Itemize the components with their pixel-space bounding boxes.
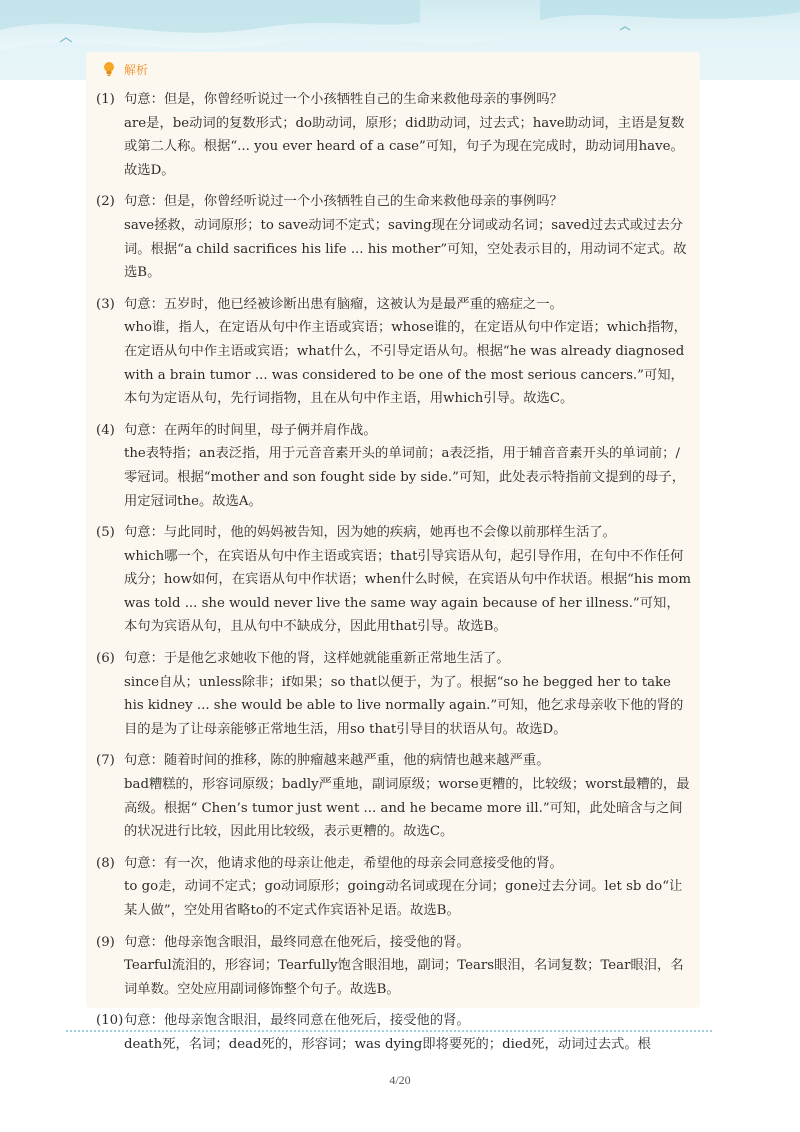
- analysis-list: [96, 88, 692, 1065]
- item-explanation: to go走，动词不定式；go动词原形；going动名词或现在分词；gone过去分词。let sb do“让某人做”，空处用省略to的不定式作宾语补足语。故选B。: [124, 879, 683, 918]
- item-question: 句意：但是，你曾经听说过一个小孩牺牲自己的生命来救他母亲的事例吗？: [124, 92, 563, 107]
- item-question: 句意：有一次，他请求他的母亲让他走，希望他的母亲会同意接受他的肾。: [124, 855, 563, 871]
- list-item: [96, 647, 692, 741]
- list-item: [96, 88, 692, 182]
- footer-divider: [66, 1030, 712, 1032]
- item-question: 句意：但是，你曾经听说过一个小孩牺牲自己的生命来救他母亲的事例吗？: [124, 194, 563, 210]
- list-item: [96, 521, 692, 639]
- list-item: [96, 1009, 692, 1056]
- item-explanation: Tearful流泪的，形容词；Tearfully饱含眼泪地，副词；Tears眼泪，名词复数；Tear眼泪，名词单数。空处应用副词修饰整个句子。故选B。: [124, 958, 684, 997]
- item-explanation: bad糟糕的，形容词原级；badly严重地，副词原级；worse更糟的，比较级；worst最糟的，最高级。根据“ Chen’s tumor just went ... and he became more ill.”可知，此处暗含与之间的状况进行比较，因此用比较级，表示更糟的。故选C。: [124, 777, 690, 840]
- list-item: [96, 293, 692, 411]
- list-item: [96, 852, 692, 923]
- item-number: (2): [96, 194, 115, 210]
- item-number: (9): [96, 934, 115, 950]
- item-question: 句意：他母亲饱含眼泪，最终同意在他死后，接受他的肾。: [124, 1013, 470, 1029]
- list-item: [96, 419, 692, 513]
- item-number: (7): [96, 753, 115, 769]
- analysis-label: 解析: [124, 62, 149, 77]
- item-explanation: save拯救，动词原形；to save动词不定式；saving现在分词或动名词；saved过去式或过去分词。根据“a child sacrifices his life ... his mother”可知，空处表示目的，用动词不定式。故选B。: [124, 217, 687, 281]
- item-number: (10): [96, 1013, 124, 1029]
- item-question: 句意：于是他乞求她收下他的肾，这样她就能重新正常地生活了。: [124, 651, 510, 667]
- item-number: (1): [96, 92, 115, 107]
- list-item: [96, 190, 692, 284]
- analysis-header: [100, 60, 148, 78]
- item-number: (6): [96, 651, 115, 667]
- list-item: [96, 749, 692, 843]
- item-number: (8): [96, 855, 115, 871]
- item-question: 句意：在两年的时间里，母子俩并肩作战。: [124, 422, 377, 438]
- lightbulb-icon: [100, 60, 118, 78]
- item-explanation: since自从；unless除非；if如果；so that以便于，为了。根据“so he begged her to take his kidney ... she would be able to live normally again.”可知，他乞求母亲收下他的肾的目的是为了让母亲能够正常地生活，用so that引导目的状语从句。故选D。: [124, 674, 684, 737]
- item-explanation: which哪一个，在宾语从句中作主语或宾语；that引导宾语从句，起引导作用，在句中不作任何成分；how如何，在宾语从句中作状语；when什么时候，在宾语从句中作状语。根据“his mom was told ... she would never live the same way again because of her illness.”可知，本句为宾语从句，且从句中不缺成分，因此用that引导。故选B。: [124, 548, 692, 635]
- item-explanation: are是，be动词的复数形式；do助动词，原形；did助动词，过去式；have助动词，主语是复数或第二人称。根据“... you ever heard of a case”可知，句子为现在完成时，助动词用have。故选D。: [124, 115, 685, 178]
- item-explanation: the表特指；an表泛指，用于元音音素开头的单词前；a表泛指，用于辅音音素开头的单词前；/零冠词。根据“mother and son fought side by side.”可知，此处表示特指前文提到的母子，用定冠词the。故选A。: [124, 446, 686, 509]
- list-item: [96, 931, 692, 1002]
- item-number: (4): [96, 422, 115, 438]
- item-explanation: death死，名词；dead死的，形容词；was dying即将要死的；died死，动词过去式。根: [124, 1036, 651, 1052]
- page-number: 4/20: [389, 1073, 411, 1087]
- item-question: 句意：他母亲饱含眼泪，最终同意在他死后，接受他的肾。: [124, 934, 470, 950]
- item-number: (3): [96, 296, 115, 312]
- item-question: 句意：五岁时，他已经被诊断出患有脑瘤，这被认为是最严重的癌症之一。: [124, 296, 563, 312]
- item-question: 句意：与此同时，他的妈妈被告知，因为她的疾病，她再也不会像以前那样生活了。: [124, 525, 616, 541]
- item-explanation: who谁，指人，在定语从句中作主语或宾语；whose谁的，在定语从句中作定语；which指物，在定语从句中作主语或宾语；what什么，不引导定语从句。根据“he was already diagnosed with a brain tumor ... was considered to be one of the most serious cancers.”可知，本句为定语从句，先行词指物，且在从句中作主语，用which引导。故选C。: [124, 320, 687, 407]
- item-question: 句意：随着时间的推移，陈的肿瘤越来越严重，他的病情也越来越严重。: [124, 753, 550, 769]
- item-number: (5): [96, 525, 115, 541]
